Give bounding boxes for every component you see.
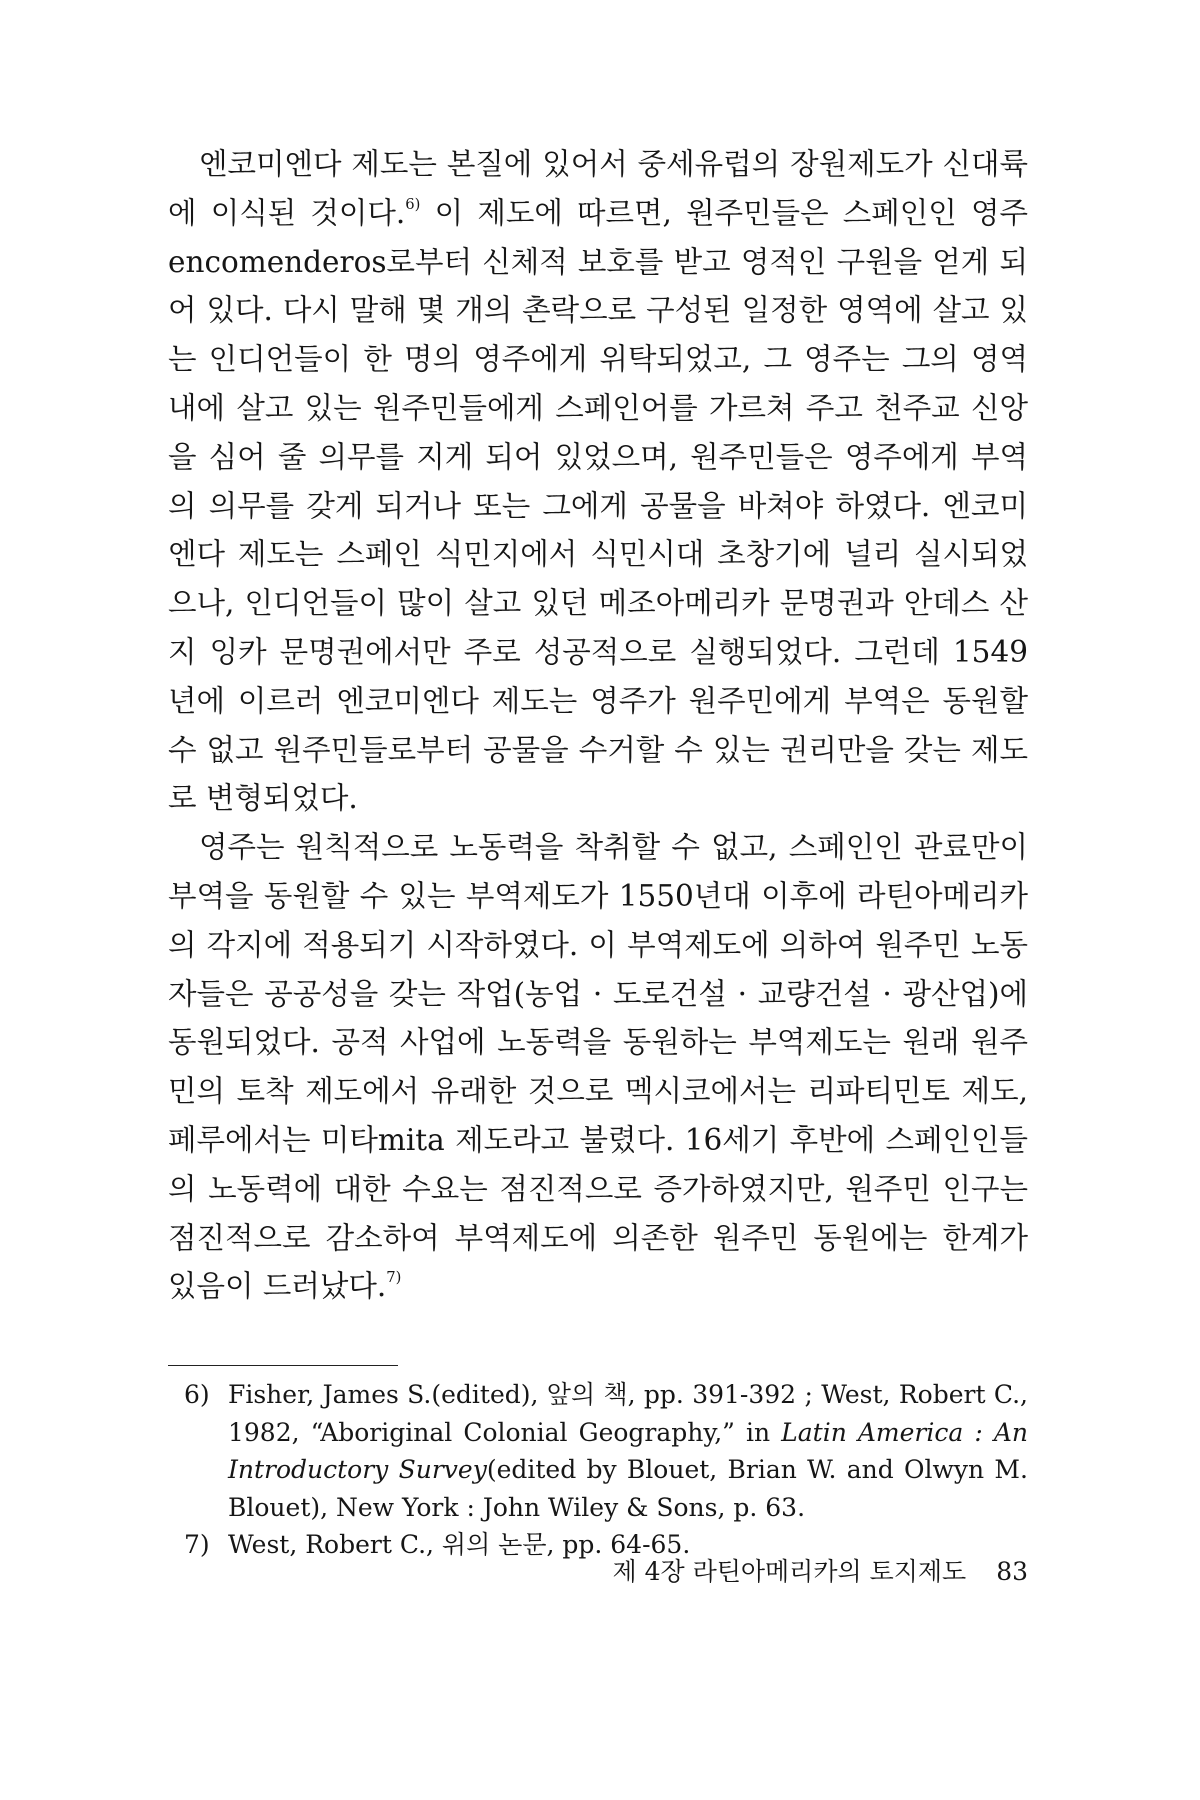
footnote-text bbox=[228, 1376, 1028, 1526]
footnote-separator bbox=[168, 1365, 398, 1366]
page-footer bbox=[612, 1552, 1028, 1588]
paragraph-text: 이 제도에 따르면, 원주민들은 스페인인 영주encomenderos로부터 신체적 보호를 받고 영적인 구원을 얻게 되어 있다. 다시 말해 몇 개의 촌락으로 구성된 일정한 영역에 살고 있는 인디언들이 한 명의 영주에게 위탁되었고, 그 영주는 그의 영역 내에 살고 있는 원주민들에게 스페인어를 가르쳐 주고 천주교 신앙을 심어 줄 의무를 지게 되어 있었으며, 원주민들은 영주에게 부역의 의무를 갖게 되거나 또는 그에게 공물을 바쳐야 하였다. 엔코미엔다 제도는 스페인 식민지에서 식민시대 초창기에 널리 실시되었으나, 인디언들이 많이 살고 있던 메조아메리카 문명권과 안데스 산지 잉카 문명권에서만 주로 성공적으로 실행되었다. 그런데 1549년에 이르러 엔코미엔다 제도는 영주가 원주민에게 부역은 동원할 수 없고 원주민들로부터 공물을 수거할 수 있는 권리만을 갖는 제도로 변형되었다. bbox=[168, 195, 1028, 816]
footnote-ref-6[interactable]: 6) bbox=[405, 195, 421, 213]
page-number: 83 bbox=[996, 1557, 1028, 1586]
paragraph-text: 엔코미엔다 제도는 본질에 있어서 중세유럽의 장원제도가 신대륙에 이식된 것이다. bbox=[168, 147, 1028, 230]
footnote-text-part: (edited by Blouet, Brian W. and Olwyn M. Blouet), New York : John Wiley & Sons, p. 63. bbox=[228, 1455, 1028, 1522]
body-text bbox=[168, 140, 1028, 1311]
paragraph-1 bbox=[168, 140, 1028, 823]
footnote-ref-7[interactable]: 7) bbox=[386, 1269, 402, 1287]
paragraph-2 bbox=[168, 823, 1028, 1311]
footnote-text-part: Fisher, James S.(edited), 앞의 책, pp. 391-392 ; West, Robert C., 1982, “Aboriginal Colonial Geography,” in bbox=[228, 1380, 1028, 1447]
footnote-6 bbox=[184, 1376, 1028, 1526]
footnote-text-part: West, Robert C., 위의 논문, pp. 64-65. bbox=[228, 1530, 691, 1559]
footnote-title-italic: Latin America : An Introductory Survey bbox=[228, 1417, 1028, 1484]
paragraph-text: 영주는 원칙적으로 노동력을 착취할 수 없고, 스페인인 관료만이 부역을 동원할 수 있는 부역제도가 1550년대 이후에 라틴아메리카의 각지에 적용되기 시작하였다. 이 부역제도에 의하여 원주민 노동자들은 공공성을 갖는 작업(농업 · 도로건설 · 교량건설 · 광산업)에 동원되었다. 공적 사업에 노동력을 동원하는 부역제도는 원래 원주민의 토착 제도에서 유래한 것으로 멕시코에서는 리파티민토 제도, 페루에서는 미타mita 제도라고 불렸다. 16세기 후반에 스페인인들의 노동력에 대한 수요는 점진적으로 증가하였지만, 원주민 인구는 점진적으로 감소하여 부역제도에 의존한 원주민 동원에는 한계가 있음이 드러났다. bbox=[168, 830, 1028, 1304]
chapter-title: 제 4장 라틴아메리카의 토지제도 bbox=[612, 1557, 967, 1586]
footnote-number: 7) bbox=[184, 1530, 210, 1559]
footnote-number: 6) bbox=[184, 1380, 210, 1409]
footnotes bbox=[184, 1376, 1028, 1564]
